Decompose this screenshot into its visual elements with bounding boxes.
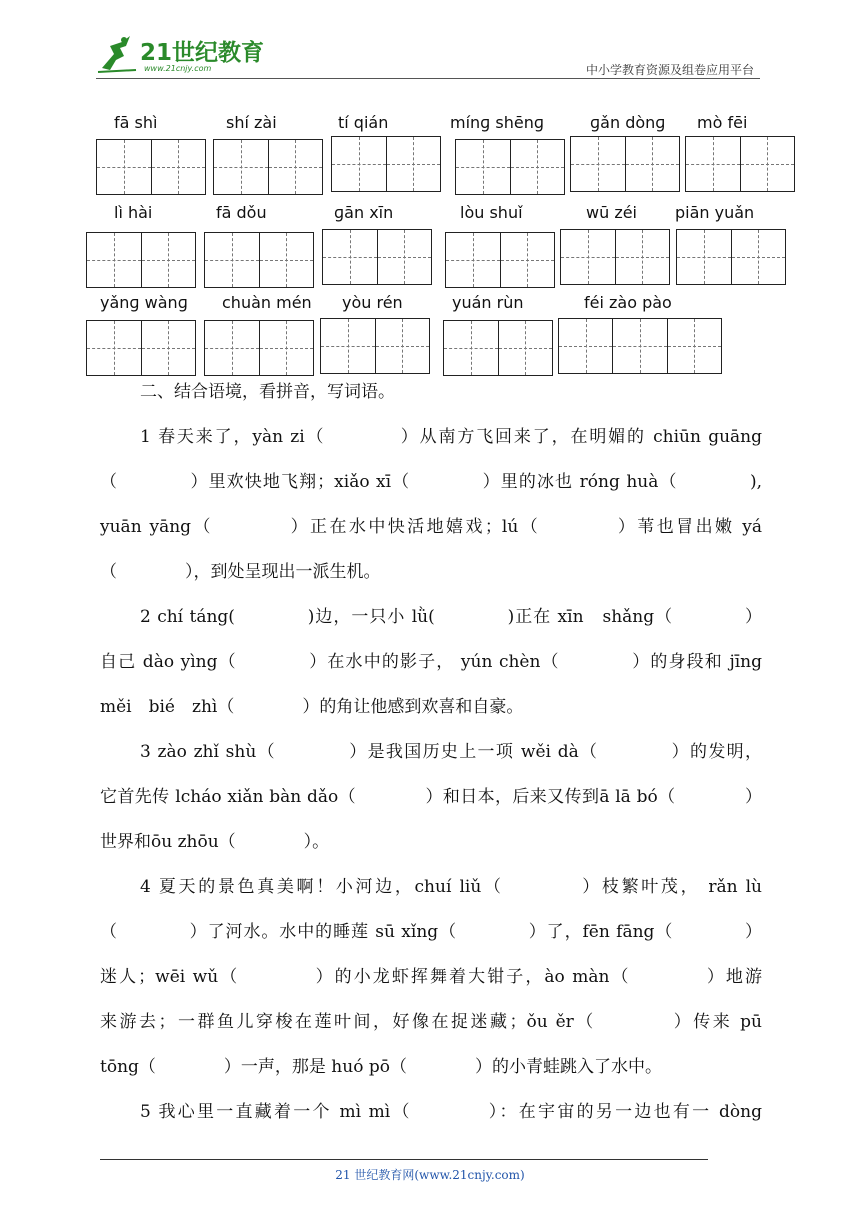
text-line: 4 夏天的景色真美啊！小河边，chuí liǔ（ ）枝繁叶茂， rǎn lù	[140, 877, 762, 897]
writing-grid[interactable]	[570, 136, 680, 192]
writing-grid[interactable]	[445, 232, 555, 288]
page-header	[0, 0, 860, 82]
pinyin-label: chuàn mén	[222, 293, 312, 312]
pinyin-label: yuán rùn	[452, 293, 524, 312]
writing-grid[interactable]	[560, 229, 670, 285]
logo-url: www.21cnjy.com	[144, 64, 212, 73]
header-divider	[96, 78, 760, 79]
pinyin-label: féi zào pào	[584, 293, 672, 312]
pinyin-label: yòu rén	[342, 293, 403, 312]
writing-grid[interactable]	[320, 318, 430, 374]
pinyin-label: piān yuǎn	[675, 203, 755, 222]
header-tagline: 中小学教育资源及组卷应用平台	[585, 63, 754, 77]
writing-grid[interactable]	[213, 139, 323, 195]
writing-grid[interactable]	[676, 229, 786, 285]
text-line: tōng（ ）一声，那是 huó pō（ ）的小青蛙跳入了水中。	[100, 1057, 662, 1077]
pinyin-label: ɡān xīn	[334, 203, 394, 222]
text-line: （ ），到处呈现出一派生机。	[100, 562, 381, 582]
logo	[96, 34, 266, 78]
pinyin-label: fā dǒu	[216, 203, 267, 222]
writing-grid[interactable]	[86, 232, 196, 288]
text-line: （ ）里欢快地飞翔；xiǎo xī（ ）里的冰也 róng huà（ ),	[100, 472, 762, 492]
text-line: měi bié zhì（ ）的角让他感到欢喜和自豪。	[100, 697, 524, 717]
writing-grid[interactable]	[455, 139, 565, 195]
pinyin-label: wū zéi	[586, 203, 637, 222]
pinyin-label: mò fēi	[697, 113, 748, 132]
section-title: 二、结合语境，看拼音，写词语。	[140, 382, 395, 402]
writing-grid[interactable]	[204, 232, 314, 288]
text-line: 3 zào zhǐ shù（ ）是我国历史上一项 wěi dà（ ）的发明，	[140, 742, 762, 762]
text-line: 来游去；一群鱼儿穿梭在莲叶间，好像在捉迷藏；ǒu ěr（ ）传来 pū	[100, 1012, 762, 1032]
pinyin-label: mínɡ shēnɡ	[450, 113, 545, 132]
writing-grid[interactable]	[685, 136, 795, 192]
writing-grid[interactable]	[331, 136, 441, 192]
text-line: 世界和ōu zhōu（ ）。	[100, 832, 330, 852]
pinyin-label: shí zài	[226, 113, 277, 132]
text-line: （ ）了河水。水中的睡莲 sū xǐng（ ）了，fēn fāng（ ）	[100, 922, 762, 942]
text-line: 1 春天来了，yàn zi（ ）从南方飞回来了，在明媚的 chiūn guāng	[140, 427, 762, 447]
text-line: 2 chí táng( )边，一只小 lǜ( )正在 xīn shǎng（ ）	[140, 607, 762, 627]
writing-grid[interactable]	[204, 320, 314, 376]
writing-grid[interactable]	[443, 320, 553, 376]
pinyin-label: yǎnɡ wànɡ	[100, 293, 188, 312]
text-line: 自己 dào yìng（ ）在水中的影子， yún chèn（ ）的身段和 jīng	[100, 652, 762, 672]
pinyin-label: tí qián	[338, 113, 389, 132]
pinyin-label: lì hài	[114, 203, 153, 222]
text-line: 迷人；wēi wǔ（ ）的小龙虾挥舞着大钳子，ào màn（ ）地游	[100, 967, 762, 987]
footer-divider	[100, 1159, 708, 1160]
footer-text: 21 世纪教育网(www.21cnjy.com)	[335, 1168, 525, 1182]
writing-grid[interactable]	[322, 229, 432, 285]
logo-text: 21世纪教育	[140, 40, 265, 66]
writing-grid[interactable]	[86, 320, 196, 376]
writing-grid[interactable]	[96, 139, 206, 195]
writing-grid[interactable]	[558, 318, 722, 374]
pinyin-label: lòu shuǐ	[460, 203, 523, 222]
runner-logo-icon	[96, 34, 140, 74]
text-line: 5 我心里一直藏着一个 mì mì（ ）：在宇宙的另一边也有一 dòng	[140, 1102, 762, 1122]
pinyin-label: ɡǎn dònɡ	[590, 113, 666, 132]
text-line: yuān yāng（ ）正在水中快活地嬉戏；lú（ ）苇也冒出嫩 yá	[100, 517, 762, 537]
text-line: 它首先传 lcháo xiǎn bàn dǎo（ ）和日本，后来又传到ā lā bó（ ）	[100, 787, 762, 807]
pinyin-label: fā shì	[114, 113, 158, 132]
